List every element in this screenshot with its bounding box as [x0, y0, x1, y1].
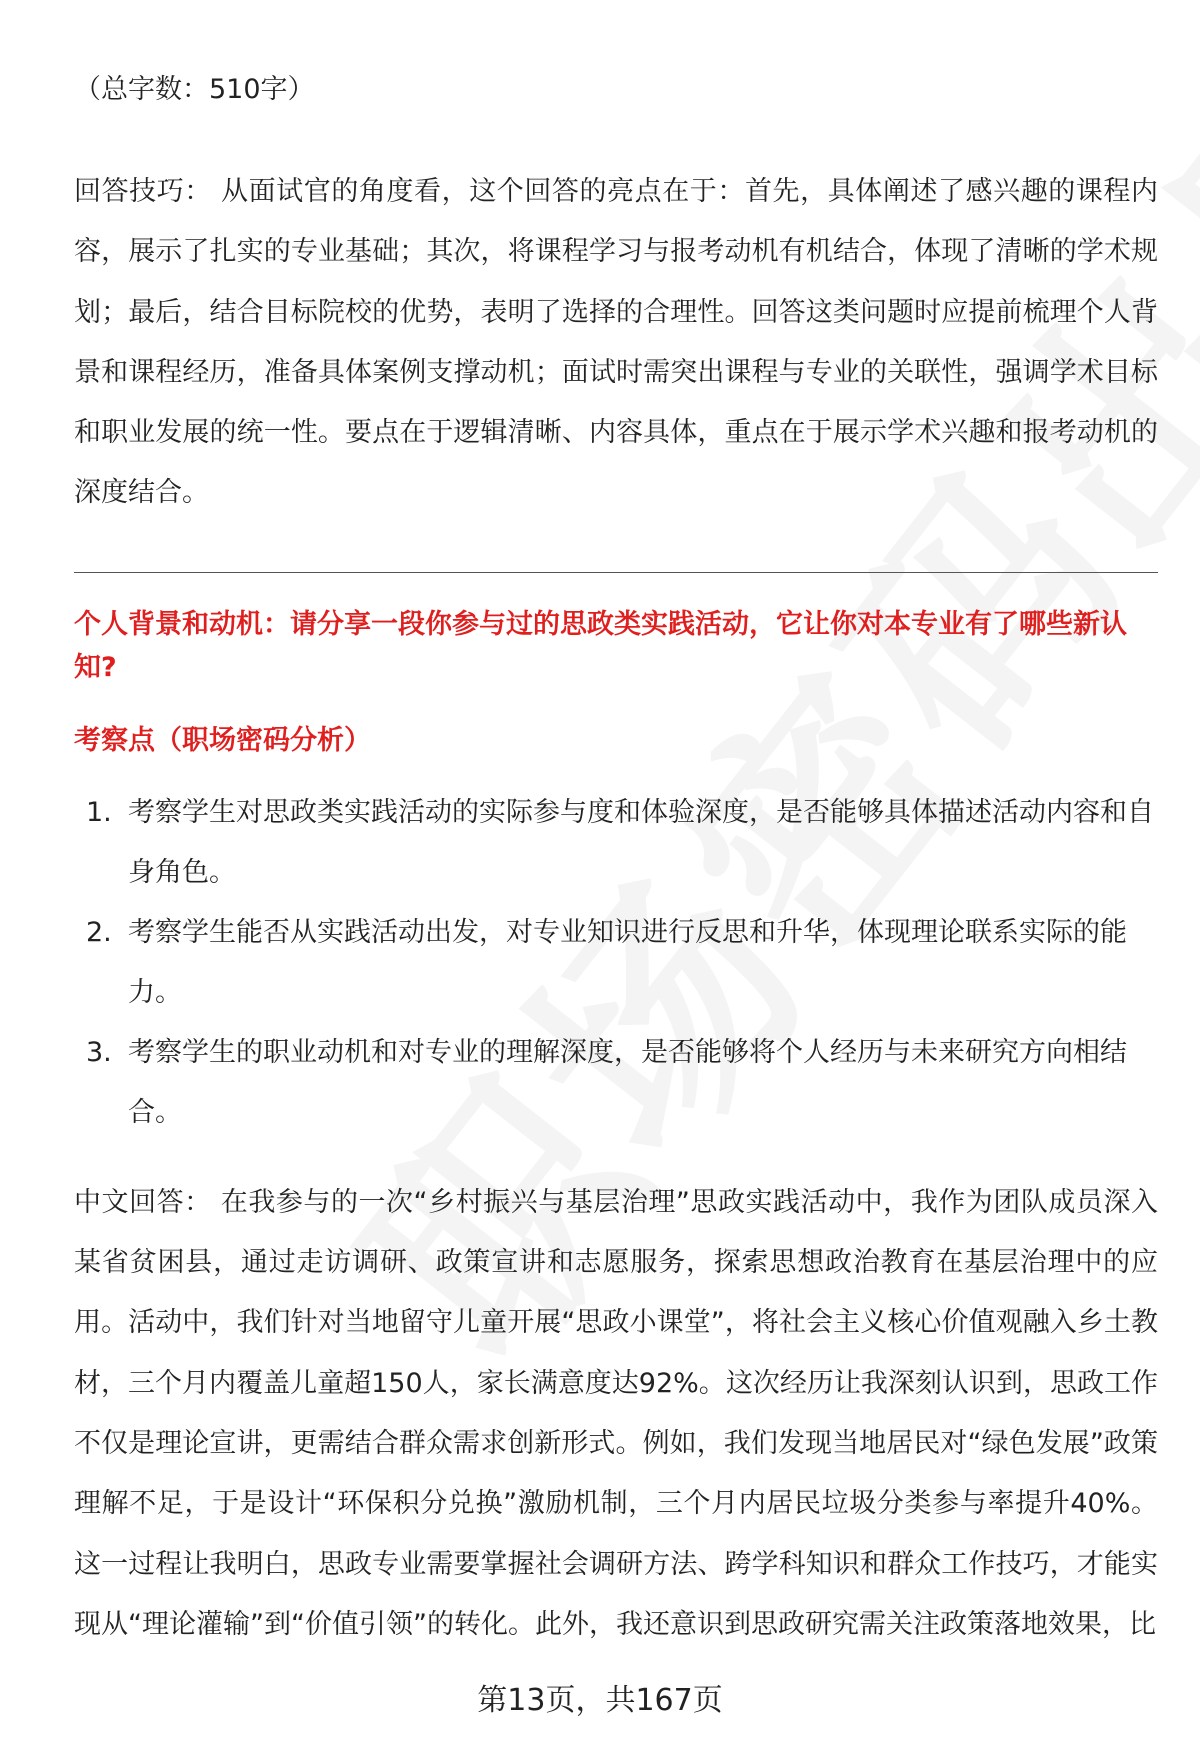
list-item-text: 考察学生对思政类实践活动的实际参与度和体验深度，是否能够具体描述活动内容和自身角色。 — [128, 796, 1154, 888]
assessment-points-heading: 考察点（职场密码分析） — [74, 724, 371, 756]
list-item-text: 考察学生能否从实践活动出发，对专业知识进行反思和升华，体现理论联系实际的能力。 — [128, 916, 1127, 1008]
list-number: 3. — [86, 1036, 112, 1068]
answer-tips-paragraph: 回答技巧： 从面试官的角度看，这个回答的亮点在于：首先，具体阐述了感兴趣的课程内容，展示了扎实的专业基础；其次，将课程学习与报考动机有机结合，体现了清晰的学术规划；最后，结合目标院校的优势，表明了选择的合理性。回答这类问题时应提前梳理个人背景和课程经历，准备具体案例支撑动机；面试时需突出课程与专业的关联性，强调学术目标和职业发展的统一性。要点在于逻辑清晰、内容具体，重点在于展示学术兴趣和报考动机的深度结合。 — [74, 176, 1158, 509]
word-count: （总字数：510字） — [74, 74, 315, 105]
list-item — [74, 783, 1158, 903]
list-item-text: 考察学生的职业动机和对专业的理解深度，是否能够将个人经历与未来研究方向相结合。 — [128, 1036, 1127, 1128]
assessment-points-list — [74, 783, 1158, 1143]
list-item — [74, 1023, 1158, 1143]
page-number-footer: 第13页，共167页 — [477, 1683, 723, 1718]
section-divider — [74, 572, 1158, 573]
page-content — [74, 62, 1158, 1655]
chinese-answer-paragraph: 中文回答： 在我参与的一次“乡村振兴与基层治理”思政实践活动中，我作为团队成员深入某省贫困县，通过走访调研、政策宣讲和志愿服务，探索思想政治教育在基层治理中的应用。活动中，我们针对当地留守儿童开展“思政小课堂”，将社会主义核心价值观融入乡土教材，三个月内覆盖儿童超150人，家长满意度达92%。这次经历让我深刻认识到，思政工作不仅是理论宣讲，更需结合群众需求创新形式。例如，我们发现当地居民对“绿色发展”政策理解不足，于是设计“环保积分兑换”激励机制，三个月内居民垃圾分类参与率提升40%。这一过程让我明白，思政专业需要掌握社会调研方法、跨学科知识和群众工作技巧，才能实现从“理论灌输”到“价值引领”的转化。此外，我还意识到思政研究需关注政策落地效果，比 — [74, 1186, 1158, 1640]
list-number: 1. — [86, 796, 112, 828]
question-heading: 个人背景和动机：请分享一段你参与过的思政类实践活动，它让你对本专业有了哪些新认知? — [74, 608, 1127, 683]
list-number: 2. — [86, 916, 112, 948]
list-item — [74, 903, 1158, 1023]
